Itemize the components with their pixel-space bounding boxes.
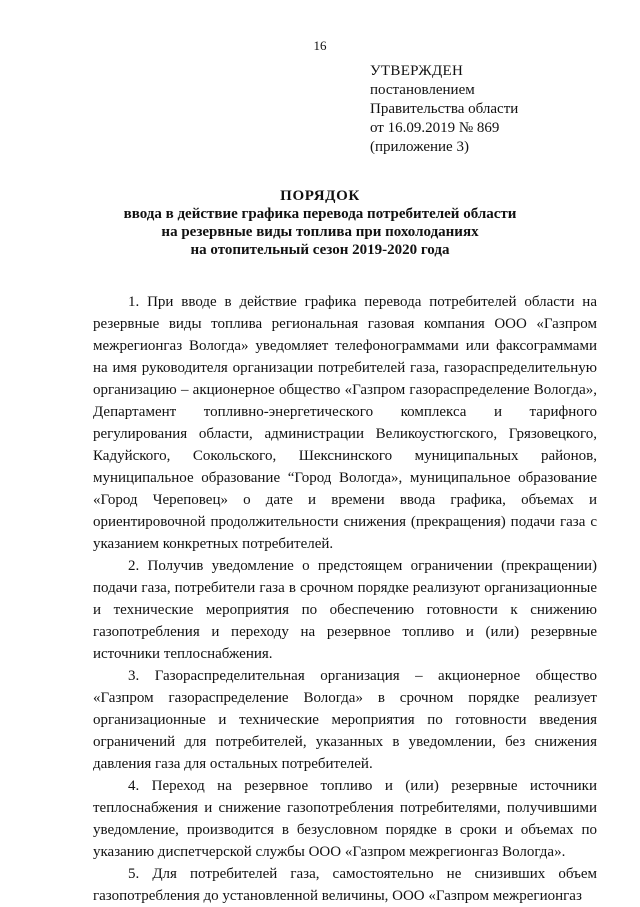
approval-line: Правительства области (370, 101, 519, 117)
title-main: ПОРЯДОК (280, 188, 360, 204)
approval-line: постановлением (370, 82, 475, 98)
title-line: на резервные виды топлива при похолоданиях (161, 224, 479, 240)
paragraph-4: 4. Переход на резервное топливо и (или) резервные источники теплоснабжения и снижение газопотребления потребителями, получившими уведомление, производится в безусловном порядке в сроки и объемах по указанию диспетчерской службы ООО «Газпром межрегионгаз Вологда». (93, 778, 597, 860)
approval-heading: УТВЕРЖДЕН (370, 63, 464, 79)
approval-line: от 16.09.2019 № 869 (370, 120, 500, 136)
approval-line: (приложение 3) (370, 139, 469, 155)
paragraph-3: 3. Газораспределительная организация – акционерное общество «Газпром газораспределение Вологда» в срочном порядке реализует организационные и технические мероприятия по готовности введения ограничений для потребителей, указанных в уведомлении, без снижения давления газа для остальных потребителей. (93, 668, 597, 772)
approval-stamp (370, 62, 518, 157)
page-number: 16 (313, 38, 327, 53)
paragraph-1: 1. При вводе в действие графика перевода потребителей области на резервные виды топлива региональная газовая компания ООО «Газпром межрегионгаз Вологда» уведомляет телефонограммами или факсограммами на имя руководителя организации потребителей газа, газораспределительную организацию – акционерное общество «Газпром газораспределение Вологда», Департамент топливно-энергетического комплекса и тарифного регулирования области, администрации Великоустюгского, Грязовецкого, Кадуйского, Сокольского, Шекснинского муниципальных районов, муниципальное образование “Город Вологда», муниципальное образование «Город Череповец» о дате и времени ввода графика, объемах и ориентировочной продолжительности снижения (прекращения) подачи газа с указанием конкретных потребителей. (93, 294, 597, 552)
title-line: ввода в действие графика перевода потребителей области (123, 206, 517, 222)
document-body (93, 291, 597, 907)
title-line: на отопительный сезон 2019-2020 года (190, 242, 450, 258)
paragraph-2: 2. Получив уведомление о предстоящем ограничении (прекращении) подачи газа, потребители газа в срочном порядке реализуют организационные и технические мероприятия по обеспечению готовности к снижению газопотребления и переходу на резервное топливо и (или) резервные источники теплоснабжения. (93, 558, 597, 662)
document-title (0, 187, 640, 259)
paragraph-5: 5. Для потребителей газа, самостоятельно не снизивших объем газопотребления до установленной величины, ООО «Газпром межрегионгаз (93, 866, 597, 904)
